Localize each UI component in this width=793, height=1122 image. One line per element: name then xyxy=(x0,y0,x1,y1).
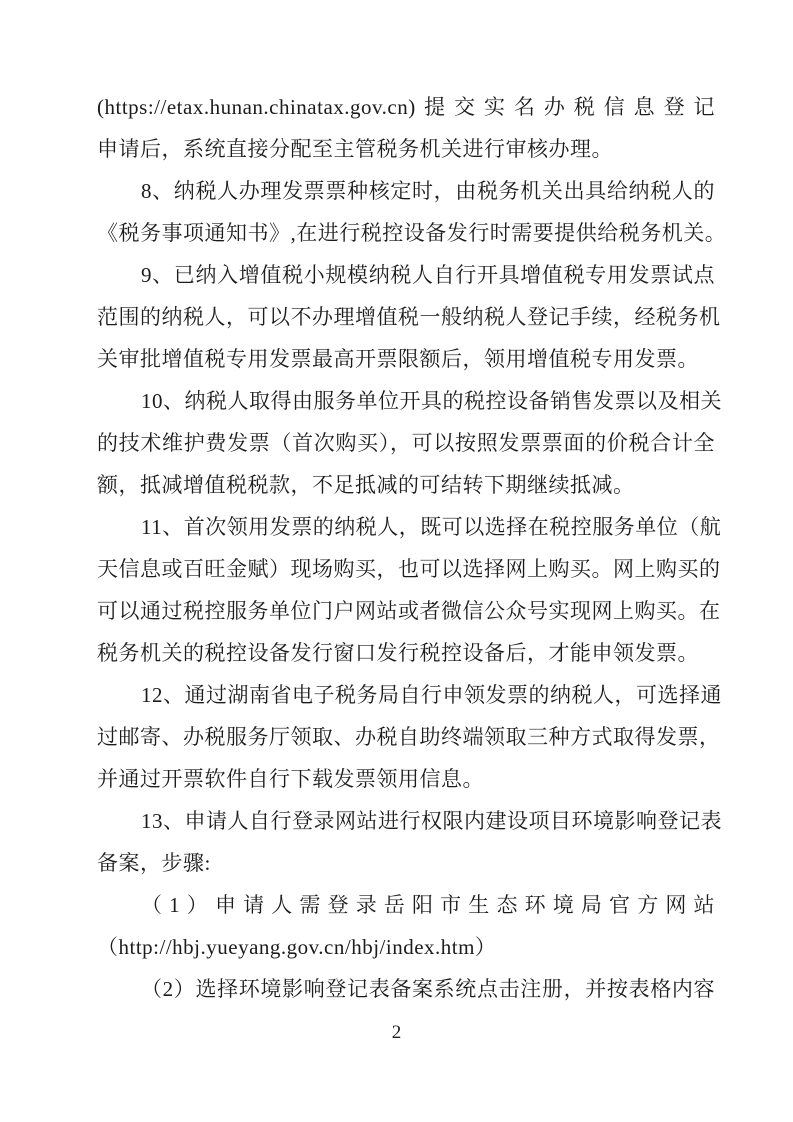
text-line: 可以通过税控服务单位门户网站或者微信公众号实现网上购买。在 xyxy=(97,599,721,623)
text-line: 税务机关的税控设备发行窗口发行税控设备后，才能申领发票。 xyxy=(97,641,699,665)
paragraph-item-9 xyxy=(97,254,721,380)
text-line: 13、申请人自行登录网站进行权限内建设项目环境影响登记表 xyxy=(141,809,722,833)
paragraph-url-continuation xyxy=(97,86,715,170)
page-footer xyxy=(0,1020,793,1046)
text-line: 9、已纳入增值税小规模纳税人自行开具增值税专用发票试点 xyxy=(141,263,715,287)
paragraph-item-13 xyxy=(97,800,722,884)
text-line: （2）选择环境影响登记表备案系统点击注册，并按表格内容 xyxy=(141,977,715,1001)
text-line: 12、通过湖南省电子税务局自行申领发票的纳税人，可选择通 xyxy=(141,683,722,707)
text-line: 过邮寄、办税服务厅领取、办税自助终端领取三种方式取得发票， xyxy=(97,725,721,749)
text-line: 11、首次领用发票的纳税人，既可以选择在税控服务单位（航 xyxy=(141,515,722,539)
paragraph-step-2 xyxy=(97,968,715,1010)
page-number: 2 xyxy=(391,1022,402,1043)
text-line: 《税务事项通知书》,在进行税控设备发行时需要提供给税务机关。 xyxy=(97,221,727,245)
text-line: 8、纳税人办理发票票种核定时，由税务机关出具给纳税人的 xyxy=(141,179,715,203)
text-line: 的技术维护费发票（首次购买），可以按照发票票面的价税合计全 xyxy=(97,431,715,455)
paragraph-item-8 xyxy=(97,170,727,254)
text-line: (https://etax.hunan.chinatax.gov.cn)提交实名办税信息登记 xyxy=(97,95,715,119)
document-body xyxy=(97,86,727,1010)
text-line: 并通过开票软件自行下载发票领用信息。 xyxy=(97,767,484,791)
text-line: 额，抵减增值税税款，不足抵减的可结转下期继续抵减。 xyxy=(97,473,635,497)
text-line: 关审批增值税专用发票最高开票限额后，领用增值税专用发票。 xyxy=(97,347,699,371)
paragraph-item-10 xyxy=(97,380,722,506)
paragraph-item-11 xyxy=(97,506,722,674)
text-line: （http://hbj.yueyang.gov.cn/hbj/index.htm） xyxy=(97,935,497,959)
text-line: 申请后，系统直接分配至主管税务机关进行审核办理。 xyxy=(97,137,613,161)
paragraph-step-1 xyxy=(97,884,715,968)
text-line: 范围的纳税人，可以不办理增值税一般纳税人登记手续，经税务机 xyxy=(97,305,721,329)
text-line: 天信息或百旺金赋）现场购买，也可以选择网上购买。网上购买的 xyxy=(97,557,721,581)
text-line: 备案，步骤: xyxy=(97,851,211,875)
paragraph-item-12 xyxy=(97,674,722,800)
text-line: 10、纳税人取得由服务单位开具的税控设备销售发票以及相关 xyxy=(141,389,722,413)
text-line: （1）申请人需登录岳阳市生态环境局官方网站 xyxy=(141,893,715,917)
